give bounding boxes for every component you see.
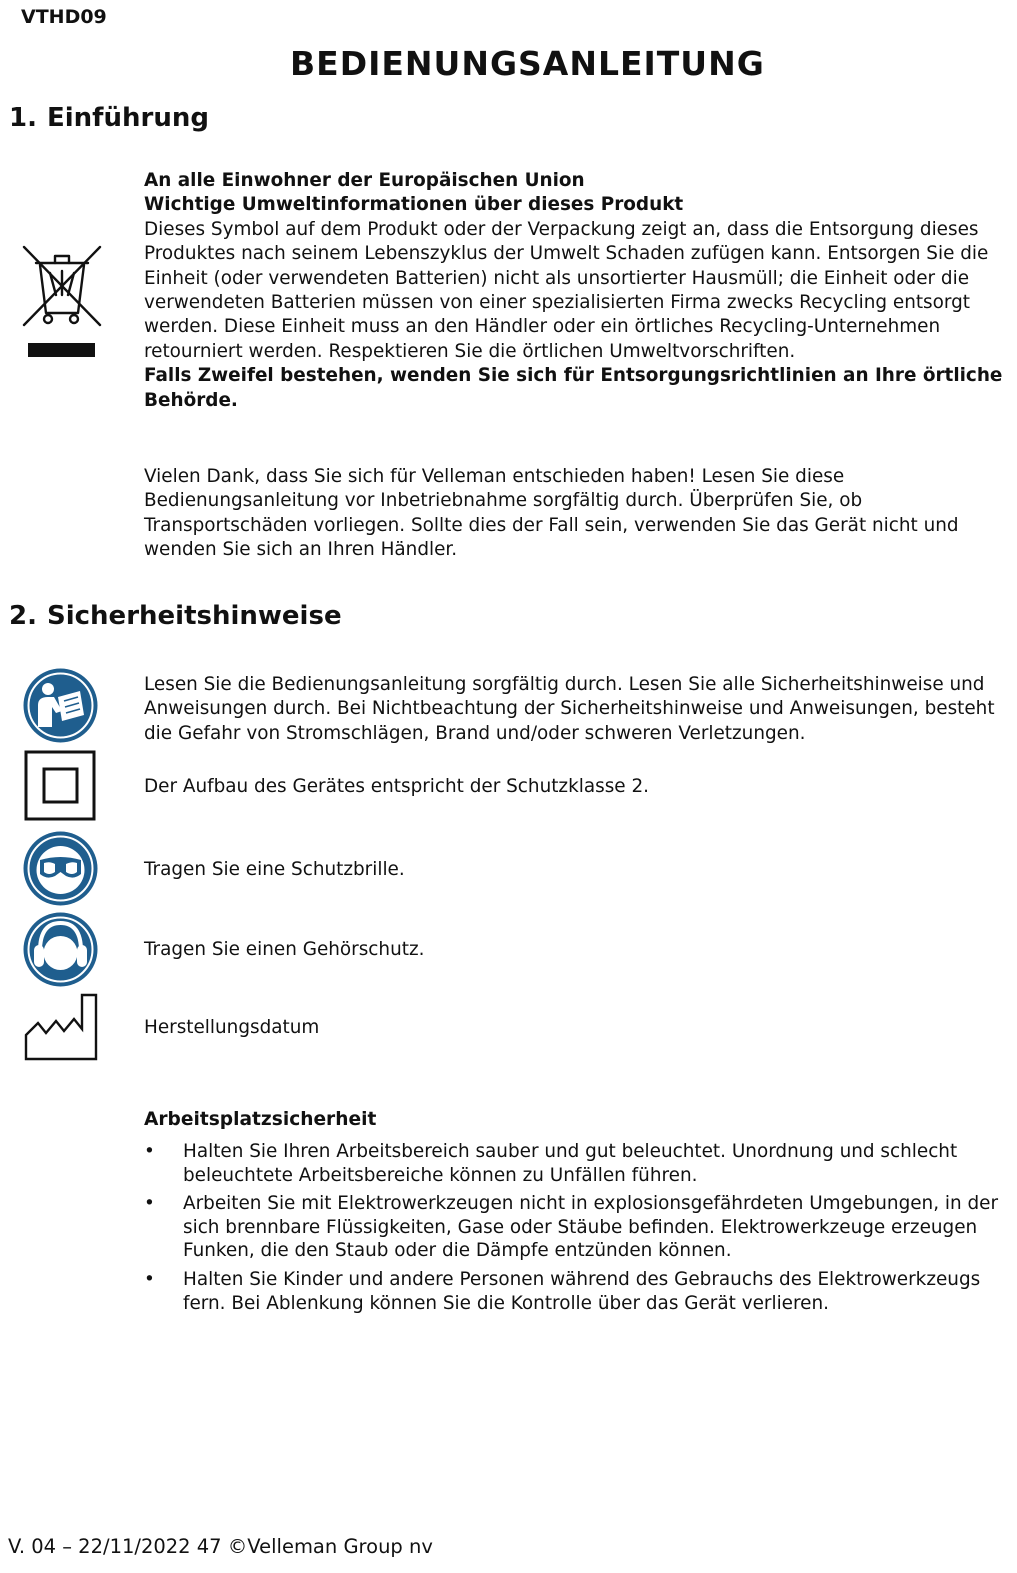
- workplace-safety-heading: Arbeitsplatzsicherheit: [144, 1109, 377, 1130]
- workplace-safety-list: [144, 1140, 1010, 1320]
- bullet-dot: •: [144, 1268, 155, 1290]
- model-number: VTHD09: [21, 6, 107, 28]
- bullet-dot: •: [144, 1141, 155, 1162]
- section-1-number: 1.: [9, 103, 37, 133]
- section-2-heading: [9, 601, 342, 631]
- list-item: [144, 1268, 1010, 1315]
- symbol-text-ear-protection: Tragen Sie einen Gehörschutz.: [144, 939, 425, 960]
- read-manual-icon: [22, 667, 99, 744]
- list-item: [144, 1192, 1010, 1263]
- weee-heading-environment: Wichtige Umweltinformationen über dieses Produkt: [144, 194, 684, 216]
- weee-body: Dieses Symbol auf dem Produkt oder der Verpackung zeigt an, dass die Entsorgung dieses Produktes nach seinem Lebenszyklus der Umwelt Schaden zufügen kann. Entsorgen Sie die Einheit (oder verwendeten Batterien) nicht als unsortierter Hausmüll; die Einheit oder die verwendeten Batterien müssen von einer spezialisierten Firma zwecks Recycling entsorgt werden. Diese Einheit muss an den Händler oder ein örtliches Recycling-Unternehmen retourniert werden. Respektieren Sie die örtlichen Umweltvorschriften.: [144, 218, 989, 362]
- section-2-title: Sicherheitshinweise: [47, 601, 342, 631]
- list-item: [144, 1140, 1010, 1187]
- section-1-title: Einführung: [47, 103, 209, 133]
- symbol-text-manufacturing-date: Herstellungsdatum: [144, 1017, 320, 1038]
- section-1-heading: [9, 103, 209, 133]
- weee-notice: [144, 169, 1010, 413]
- safety-goggles-icon: [22, 830, 99, 907]
- ear-protection-icon: [22, 911, 99, 988]
- bullet-dot: •: [144, 1193, 155, 1215]
- protection-class-2-icon: [22, 750, 98, 822]
- manufacturing-date-icon: [22, 993, 100, 1063]
- page-footer: V. 04 – 22/11/2022 47 ©Velleman Group nv: [8, 1535, 433, 1558]
- weee-closing: Falls Zweifel bestehen, wenden Sie sich für Entsorgungsrichtlinien an Ihre örtliche Behörde.: [144, 365, 1003, 411]
- section-2-number: 2.: [9, 601, 37, 631]
- page-title: BEDIENUNGSANLEITUNG: [290, 44, 765, 83]
- symbol-text-goggles: Tragen Sie eine Schutzbrille.: [144, 859, 405, 880]
- symbol-text-protection-class: Der Aufbau des Gerätes entspricht der Schutzklasse 2.: [144, 776, 649, 797]
- list-item-text: Halten Sie Ihren Arbeitsbereich sauber und gut beleuchtet. Unordnung und schlecht beleuchtete Arbeitsbereiche können zu Unfällen führen.: [183, 1141, 958, 1186]
- thanks-paragraph: Vielen Dank, dass Sie sich für Velleman entschieden haben! Lesen Sie diese Bedienungsanleitung vor Inbetriebnahme sorgfältig durch. Überprüfen Sie, ob Transportschäden vorliegen. Sollte dies der Fall sein, verwenden Sie das Gerät nicht und wenden Sie sich an Ihren Händler.: [144, 466, 959, 561]
- symbol-text-read-manual: Lesen Sie die Bedienungsanleitung sorgfältig durch. Lesen Sie alle Sicherheitshinweise und Anweisungen durch. Bei Nichtbeachtung der Sicherheitshinweise und Anweisungen, besteht die Gefahr von Stromschlägen, Brand und/oder schweren Verletzungen.: [144, 674, 995, 744]
- list-item-text: Halten Sie Kinder und andere Personen während des Gebrauchs des Elektrowerkzeugs fern. Bei Ablenkung können Sie die Kontrolle über das Gerät verlieren.: [183, 1268, 981, 1314]
- weee-crossed-bin-icon: [22, 243, 102, 361]
- list-item-text: Arbeiten Sie mit Elektrowerkzeugen nicht in explosionsgefährdeten Umgebungen, in der sich brennbare Flüssigkeiten, Gase oder Stäube befinden. Elektrowerkzeuge erzeugen Funken, die den Staub oder die Dämpfe entzünden können.: [183, 1193, 999, 1262]
- weee-heading-eu: An alle Einwohner der Europäischen Union: [144, 170, 585, 191]
